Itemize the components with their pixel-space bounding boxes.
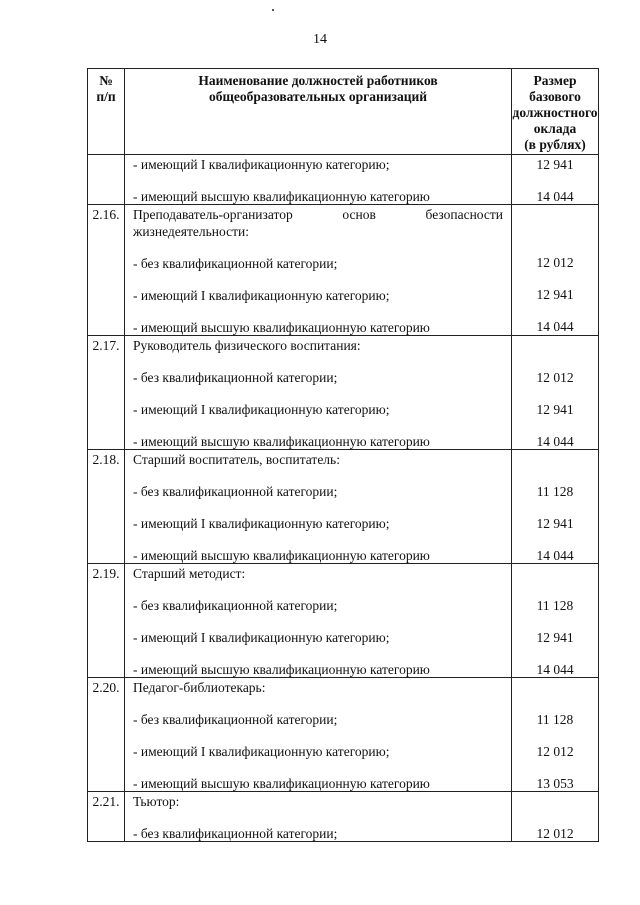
table-row [88, 336, 599, 450]
row-name [125, 678, 512, 792]
position-title: Преподаватель-организатор основ безопасности [133, 207, 503, 222]
header-name [125, 69, 512, 155]
table-row [88, 564, 599, 678]
header-salary-line: Размер [533, 73, 577, 88]
category-label: - имеющий I квалификационную категорию; [133, 402, 390, 417]
category-label: - без квалификационной категории; [133, 598, 338, 613]
row-name [125, 450, 512, 564]
salary-value: 11 128 [536, 598, 574, 613]
row-salary [512, 678, 599, 792]
category-label: - имеющий I квалификационную категорию; [133, 157, 390, 172]
table-row [88, 792, 599, 842]
category-label: - без квалификационной категории; [133, 370, 338, 385]
row-num: 2.17. [88, 336, 125, 450]
salary-value: 12 941 [536, 287, 574, 302]
row-name [125, 336, 512, 450]
salary-value: 11 128 [536, 484, 574, 499]
category-label: - без квалификационной категории; [133, 826, 338, 841]
header-salary [512, 69, 599, 155]
row-name [125, 205, 512, 336]
row-num: 2.18. [88, 450, 125, 564]
header-salary-line: оклада [533, 121, 577, 136]
category-label: - имеющий высшую квалификационную категорию [133, 662, 430, 677]
header-num [88, 69, 125, 155]
row-salary [512, 155, 599, 205]
row-name [125, 564, 512, 678]
row-salary [512, 564, 599, 678]
table-header-row [88, 69, 599, 155]
salary-value: 13 053 [536, 776, 574, 791]
row-num: 2.19. [88, 564, 125, 678]
category-label: - без квалификационной категории; [133, 256, 338, 271]
table-row [88, 205, 599, 336]
header-name-line: общеобразовательных организаций [208, 89, 428, 104]
row-num: 2.21. [88, 792, 125, 842]
salary-value: 14 044 [536, 434, 574, 449]
row-salary [512, 205, 599, 336]
salary-value: 12 012 [536, 370, 574, 385]
position-title: Тьютор: [133, 794, 180, 809]
header-salary-line: (в рублях) [524, 137, 586, 152]
salary-value: 12 941 [536, 630, 574, 645]
category-label: - имеющий I квалификационную категорию; [133, 630, 390, 645]
row-num [88, 155, 125, 205]
row-salary [512, 450, 599, 564]
salary-value: 14 044 [536, 662, 574, 677]
row-name [125, 792, 512, 842]
header-num-line: № [99, 73, 113, 88]
salary-value: 14 044 [536, 319, 574, 334]
salary-table [87, 68, 599, 842]
row-num: 2.16. [88, 205, 125, 336]
header-name-line: Наименование должностей работников [198, 73, 438, 88]
salary-value: 11 128 [536, 712, 574, 727]
category-label: - имеющий I квалификационную категорию; [133, 744, 390, 759]
category-label: - имеющий высшую квалификационную категорию [133, 776, 430, 791]
scan-speck [272, 9, 274, 11]
row-name [125, 155, 512, 205]
header-salary-line: должностного [512, 105, 598, 120]
salary-value: 12 012 [536, 744, 574, 759]
position-title: Руководитель физического воспитания: [133, 338, 361, 353]
salary-value: 12 941 [536, 516, 574, 531]
row-salary [512, 792, 599, 842]
row-salary [512, 336, 599, 450]
category-label: - имеющий высшую квалификационную категорию [133, 189, 430, 204]
position-title: Старший воспитатель, воспитатель: [133, 452, 340, 467]
header-salary-line: базового [529, 89, 581, 104]
category-label: - без квалификационной категории; [133, 712, 338, 727]
category-label: - имеющий высшую квалификационную категорию [133, 434, 430, 449]
row-num: 2.20. [88, 678, 125, 792]
position-title: жизнедеятельности: [133, 224, 249, 239]
table-row [88, 678, 599, 792]
salary-value: 12 012 [536, 255, 574, 270]
header-num-line: п/п [96, 89, 116, 104]
salary-value: 12 941 [536, 402, 574, 417]
category-label: - имеющий высшую квалификационную категорию [133, 548, 430, 563]
salary-value: 14 044 [536, 189, 574, 204]
page-number: 14 [313, 32, 327, 47]
category-label: - без квалификационной категории; [133, 484, 338, 499]
position-title: Старший методист: [133, 566, 246, 581]
category-label: - имеющий I квалификационную категорию; [133, 288, 390, 303]
table-row [88, 450, 599, 564]
salary-value: 14 044 [536, 548, 574, 563]
table-row [88, 155, 599, 205]
category-label: - имеющий I квалификационную категорию; [133, 516, 390, 531]
salary-value: 12 941 [536, 157, 574, 172]
salary-value: 12 012 [536, 826, 574, 841]
category-label: - имеющий высшую квалификационную категорию [133, 320, 430, 335]
position-title: Педагог-библиотекарь: [133, 680, 266, 695]
